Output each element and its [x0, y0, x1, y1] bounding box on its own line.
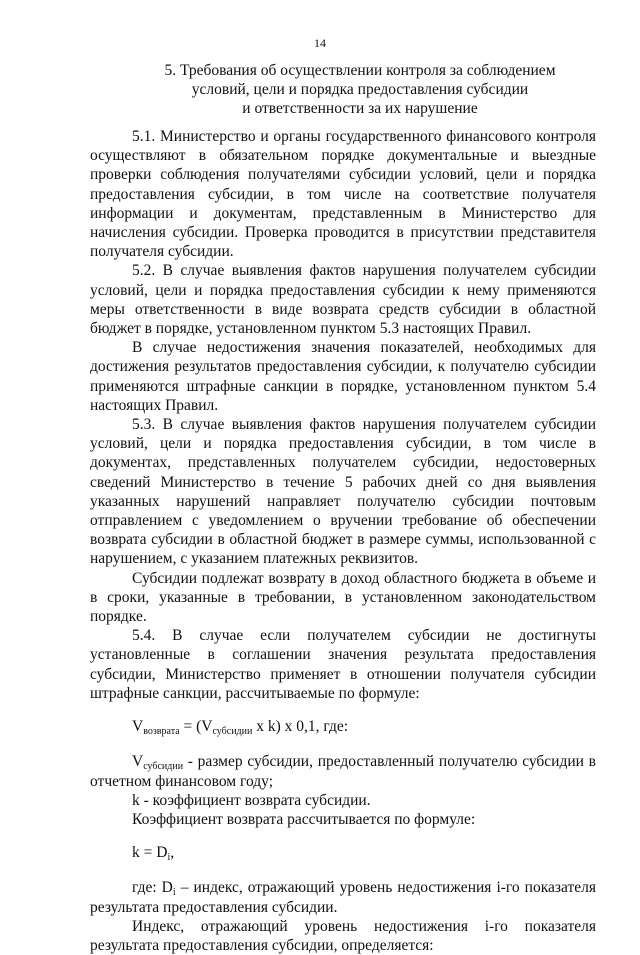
- k-formula-intro: Коэффициент возврата рассчитывается по формуле:: [132, 810, 476, 828]
- formula-subscript: субсидии: [212, 726, 253, 738]
- formula-text: ,: [170, 844, 175, 862]
- formula-symbol: V: [132, 718, 144, 736]
- definition-v-subsidy: [90, 752, 596, 790]
- formula-symbol: V: [132, 753, 144, 771]
- paragraph-5-2-penalties: В случае недостижения значения показателей, необходимых для достижения результатов предоставления субсидии, к получателю субсидии применяются штрафные санкции в порядке, установленном пунктом 5.4 настоящих Правил.: [90, 339, 596, 414]
- document-body: [90, 127, 596, 955]
- formula-subscript: субсидии: [143, 761, 184, 773]
- paragraph-5-3-return: Субсидии подлежат возврату в доход областного бюджета в объеме и в сроки, указанные в требовании, в установленном законодательством порядке.: [90, 569, 596, 626]
- section-title-line: условий, цели и порядка предоставления субсидии: [191, 81, 529, 99]
- formula-subscript: i: [172, 887, 176, 899]
- definition-k: k - коэффициент возврата субсидии.: [132, 791, 371, 809]
- formula-k: [90, 843, 596, 862]
- paragraph-5-2: 5.2. В случае выявления фактов нарушения получателем субсидии условий, цели и порядка предоставления субсидии к нему применяются меры ответственности в виде возврата средств субсидии в областной бюджет в порядке, установленном пунктом 5.3 настоящих Правил.: [90, 262, 596, 338]
- formula-text: x k) x 0,1, где:: [252, 718, 349, 736]
- formula-text: k = D: [132, 844, 168, 862]
- definition-di: [90, 878, 596, 916]
- section-title: [140, 61, 580, 119]
- index-intro: Индекс, отражающий уровень недостижения i-го показателя результата предоставления субсидии, определяется:: [90, 917, 596, 954]
- page-number: 14: [314, 36, 326, 50]
- formula-v-return: [90, 717, 596, 736]
- paragraph-5-3: 5.3. В случае выявления фактов нарушения получателем субсидии условий, цели и порядка предоставления субсидии, в том числе в документах, представленных получателем субсидии, недостоверных сведений Министерство в течение 5 рабочих дней со дня выявления указанных нарушений направляет получателю субсидии почтовым отправлением с уведомлением о вручении требование об обеспечении возврата субсидии в областной бюджет в размере суммы, использованной с нарушением, с указанием платежных реквизитов.: [90, 416, 596, 568]
- section-title-line: и ответственности за их нарушение: [242, 100, 478, 118]
- paragraph-5-4: 5.4. В случае если получателем субсидии не достигнуты установленные в соглашении значения результата предоставления субсидии, Министерство применяет в отношении получателя субсидии штрафные санкции, рассчитываемые по формуле:: [90, 627, 596, 702]
- definition-text: – индекс, отражающий уровень недостижения i-го показателя результата предоставления субсидии.: [90, 879, 596, 916]
- formula-subscript: возврата: [143, 726, 180, 738]
- section-title-line: 5. Требования об осуществлении контроля за соблюдением: [164, 62, 556, 79]
- paragraph-5-1: 5.1. Министерство и органы государственного финансового контроля осуществляют в обязательном порядке документальные и выездные проверки соблюдения получателями субсидии условий, цели и порядка предоставления субсидии, в том числе на соответствие получателя информации и документам, представленным в Министерство для начисления субсидии. Проверка проводится в присутствии представителя получателя субсидии.: [90, 128, 596, 261]
- definition-text: - размер субсидии, предоставленный получателю субсидии в отчетном финансовом году;: [90, 753, 596, 790]
- definition-text: где: D: [132, 879, 173, 897]
- formula-text: = (V: [179, 718, 213, 736]
- formula-subscript: i: [167, 852, 171, 864]
